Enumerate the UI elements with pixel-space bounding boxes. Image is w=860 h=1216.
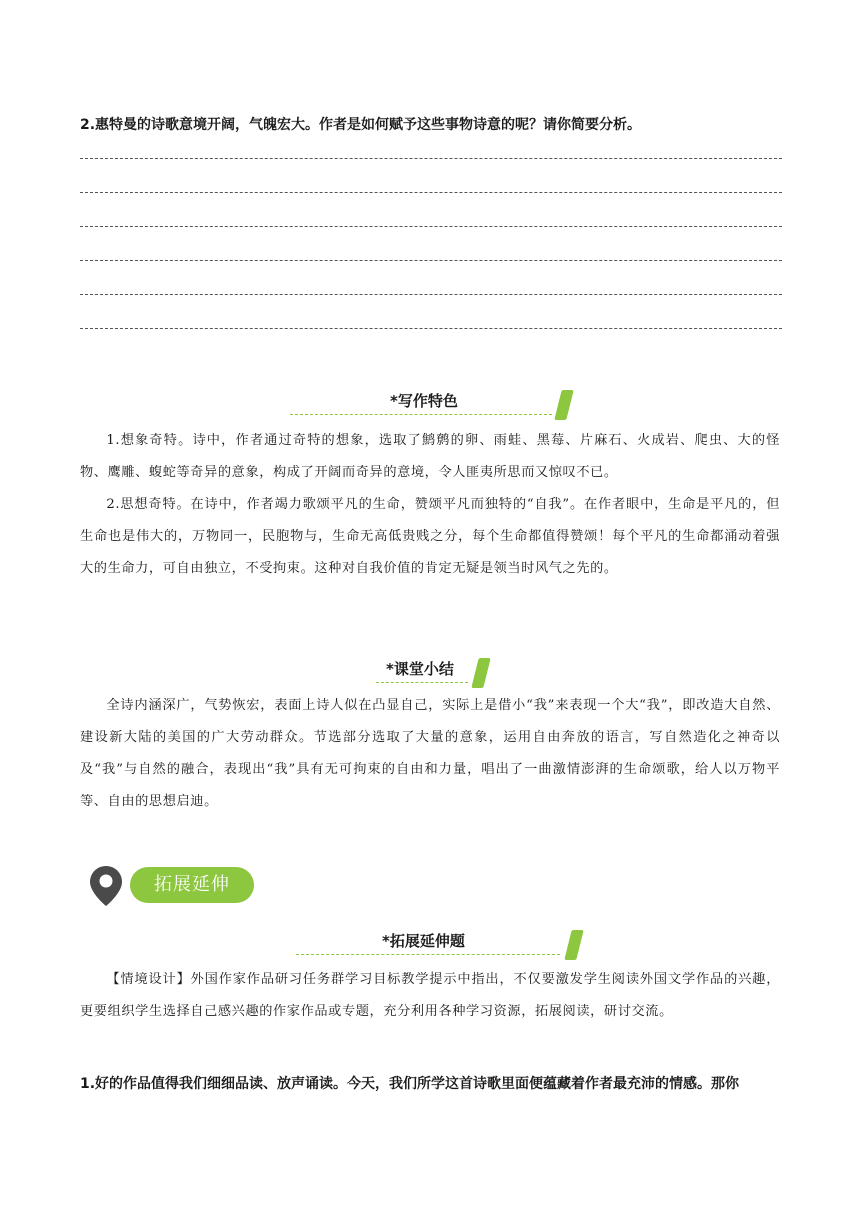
writing-feature-1: 1.想象奇特。诗中，作者通过奇特的想象，选取了鹪鹩的卵、雨蛙、黑莓、片麻石、火成岩、爬虫、大的怪物、鹰雕、蝮蛇等奇异的意象，构成了开阔而奇异的意境，令人匪夷所思而又惊叹不已。 [80, 433, 780, 480]
location-pin-icon [88, 864, 124, 908]
heading-accent-bar [564, 930, 583, 960]
question-2: 2.惠特曼的诗歌意境开阔，气魄宏大。作者是如何赋予这些事物诗意的呢？请你简要分析。 [80, 117, 642, 133]
writing-feature-2: 2.思想奇特。在诗中，作者竭力歌颂平凡的生命，赞颂平凡而独特的“自我”。在作者眼中，生命是平凡的，但生命也是伟大的，万物同一，民胞物与，生命无高低贵贱之分，每个生命都值得赞颂！每个平凡的生命都涌动着强大的生命力，可自由独立，不受拘束。这种对自我价值的肯定无疑是领当时风气之先的。 [80, 497, 780, 576]
heading-underline [376, 682, 468, 683]
answer-line [80, 158, 782, 159]
heading-underline [296, 954, 560, 955]
answer-line [80, 294, 782, 295]
extension-question-heading [296, 930, 586, 966]
section-title: *拓展延伸题 [382, 932, 465, 950]
answer-line [80, 260, 782, 261]
writing-features-heading [290, 390, 580, 426]
section-badge-label: 拓展延伸 [130, 867, 254, 903]
class-summary-text: 全诗内涵深广，气势恢宏，表面上诗人似在凸显自己，实际上是借小“我”来表现一个大“我”，即改造大自然、建设新大陆的美国的广大劳动群众。节选部分选取了大量的意象，运用自由奔放的语言，写自然造化之神奇以及“我”与自然的融合，表现出“我”具有无可拘束的自由和力量，唱出了一曲激情澎湃的生命颂歌，给人以万物平等、自由的思想启迪。 [80, 698, 780, 809]
extension-question-1: 1.好的作品值得我们细细品读、放声诵读。今天，我们所学这首诗歌里面便蕴藏着作者最充沛的情感。那你 [80, 1076, 740, 1092]
answer-line [80, 192, 782, 193]
section-title: *课堂小结 [386, 660, 454, 678]
class-summary-heading [376, 658, 496, 694]
heading-underline [290, 414, 552, 415]
section-title: *写作特色 [390, 392, 458, 410]
answer-line [80, 328, 782, 329]
answer-lines [80, 158, 782, 362]
heading-accent-bar [554, 390, 573, 420]
heading-accent-bar [471, 658, 490, 688]
scenario-text: 【情境设计】外国作家作品研习任务群学习目标教学提示中指出，不仅要激发学生阅读外国文学作品的兴趣，更要组织学生选择自己感兴趣的作家作品或专题，充分利用各种学习资源，拓展阅读，研讨交流。 [80, 972, 780, 1019]
answer-line [80, 226, 782, 227]
